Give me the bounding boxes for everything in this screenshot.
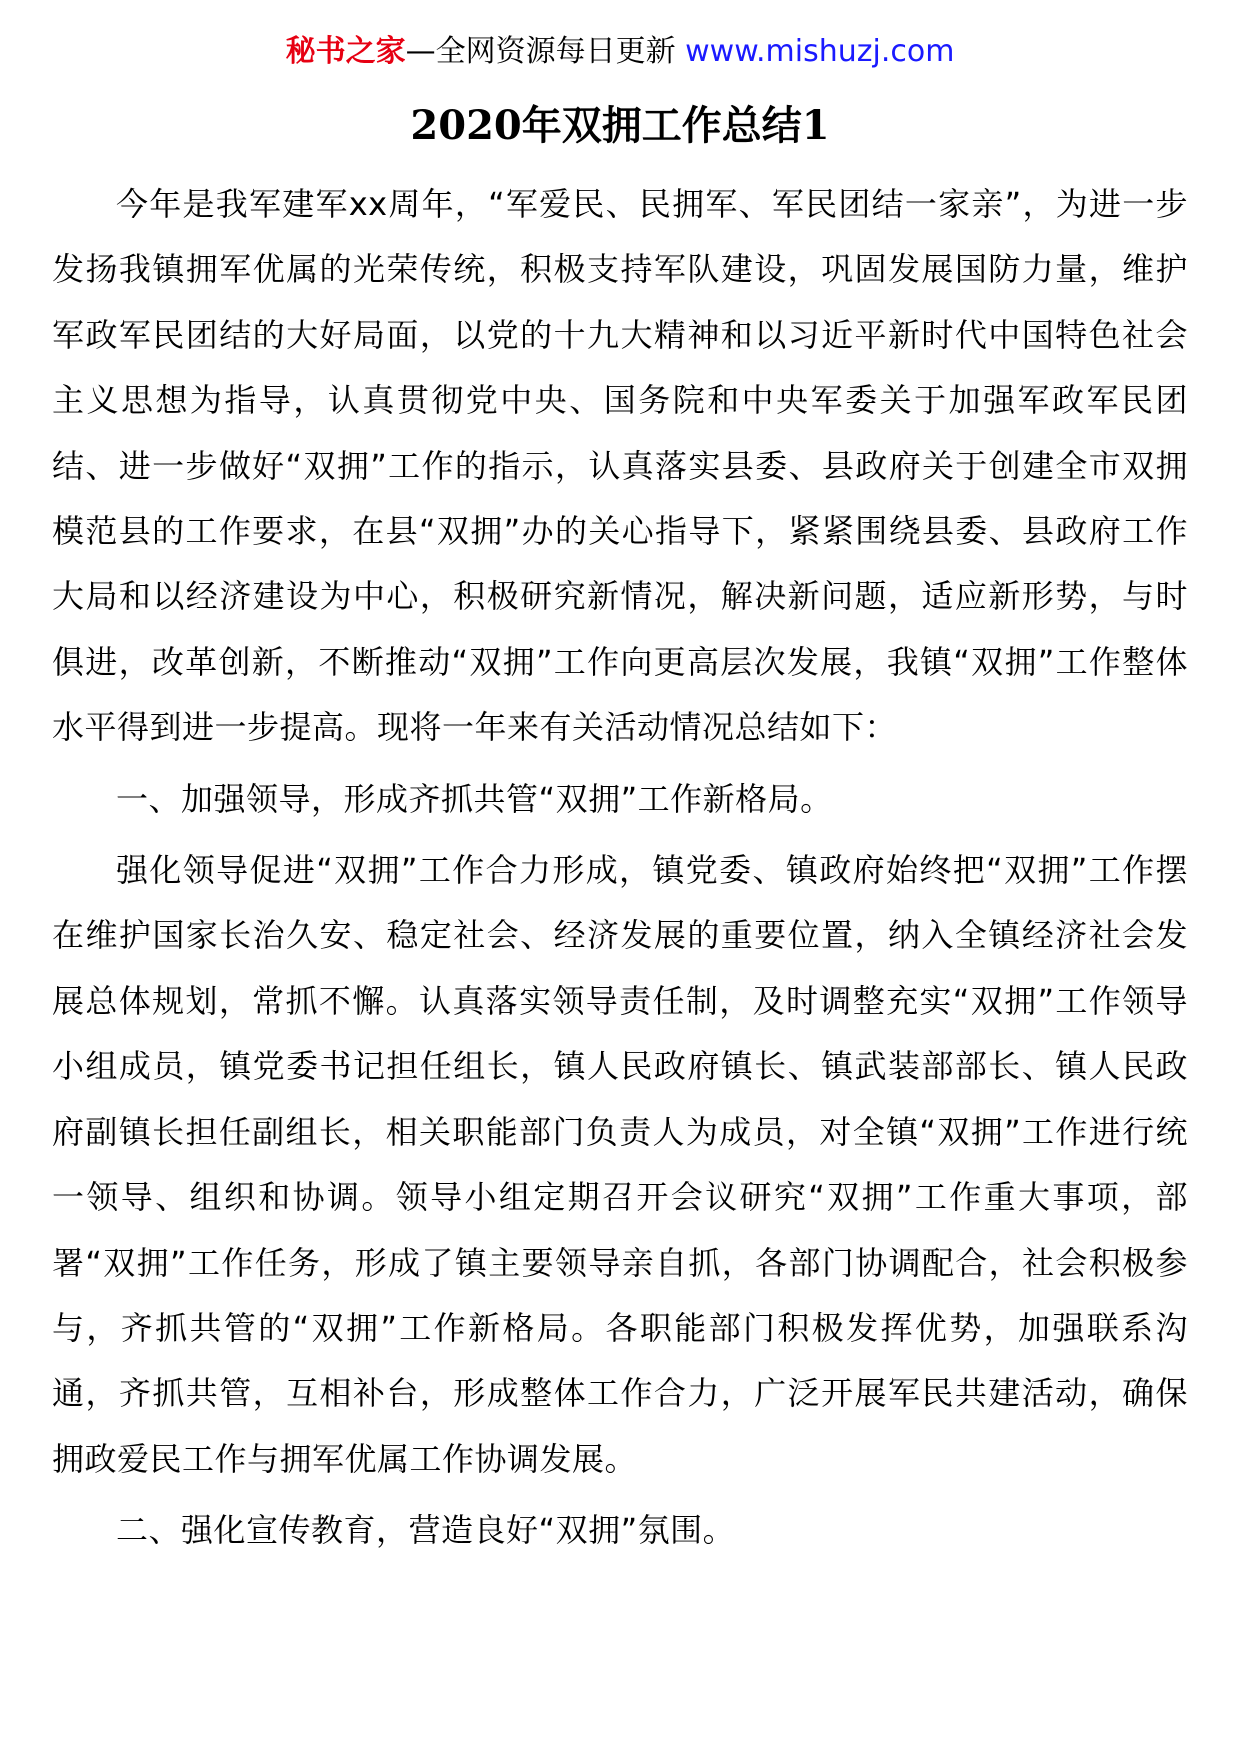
intro-paragraph: 今年是我军建军xx周年，“军爱民、民拥军、军民团结一家亲”，为进一步发扬我镇拥军优属的光荣传统，积极支持军队建设，巩固发展国防力量，维护军政军民团结的大好局面，以党的十九大精神和以习近平新时代中国特色社会主义思想为指导，认真贯彻党中央、国务院和中央军委关于加强军政军民团结、进一步做好“双拥”工作的指示，认真落实县委、县政府关于创建全市双拥模范县的工作要求，在县“双拥”办的关心指导下，紧紧围绕县委、县政府工作大局和以经济建设为中心，积极研究新情况，解决新问题，适应新形势，与时俱进，改革创新，不断推动“双拥”工作向更高层次发展，我镇“双拥”工作整体水平得到进一步提高。现将一年来有关活动情况总结如下：: [52, 185, 1188, 747]
document-title: 2020年双拥工作总结1: [410, 102, 830, 149]
section-heading-1: 一、加强领导，形成齐抓共管“双拥”工作新格局。: [116, 779, 833, 818]
site-brand: 秘书之家: [285, 34, 406, 69]
section-heading-2: 二、强化宣传教育，营造良好“双拥”氛围。: [116, 1511, 736, 1550]
site-url-link[interactable]: www.mishuzj.com: [685, 34, 955, 69]
site-header: [0, 30, 1240, 74]
section-1-paragraph: 强化领导促进“双拥”工作合力形成，镇党委、镇政府始终把“双拥”工作摆在维护国家长治久安、稳定社会、经济发展的重要位置，纳入全镇经济社会发展总体规划，常抓不懈。认真落实领导责任制，及时调整充实“双拥”工作领导小组成员，镇党委书记担任组长，镇人民政府镇长、镇武装部部长、镇人民政府副镇长担任副组长，相关职能部门负责人为成员，对全镇“双拥”工作进行统一领导、组织和协调。领导小组定期召开会议研究“双拥”工作重大事项，部署“双拥”工作任务，形成了镇主要领导亲自抓，各部门协调配合，社会积极参与，齐抓共管的“双拥”工作新格局。各职能部门积极发挥优势，加强联系沟通，齐抓共管，互相补台，形成整体工作合力，广泛开展军民共建活动，确保拥政爱民工作与拥军优属工作协调发展。: [52, 851, 1188, 1478]
site-tagline: —全网资源每日更新: [405, 34, 676, 69]
document-body: [52, 172, 1188, 1564]
